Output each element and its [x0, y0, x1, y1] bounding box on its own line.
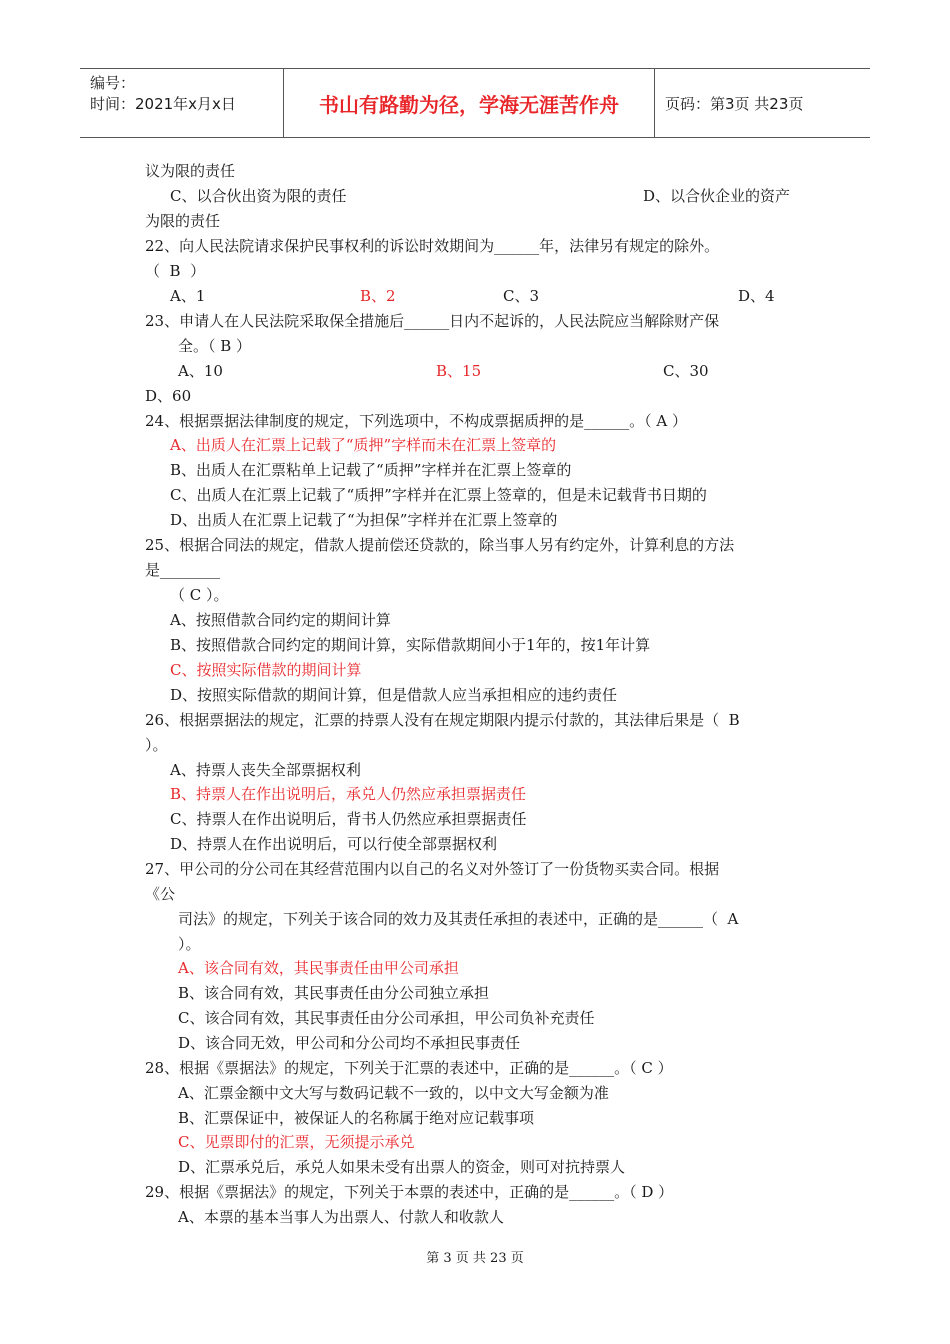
option-c-correct: C、见票即付的汇票，无须提示承兑	[178, 1133, 415, 1151]
question-25: 25、根据合同法的规定，借款人提前偿还贷款的，除当事人另有约定外，计算利息的方法	[145, 536, 735, 554]
option-b-correct: B、15	[436, 362, 482, 380]
option-c: C、3	[503, 287, 540, 305]
header-page-info: 页码：第3页 共23页	[665, 94, 804, 113]
option-b: B、按照借款合同约定的期间计算，实际借款期间小于1年的，按1年计算	[170, 636, 651, 654]
option-c: C、该合同有效，其民事责任由分公司承担，甲公司负补充责任	[178, 1009, 595, 1027]
option-a-correct: A、该合同有效，其民事责任由甲公司承担	[178, 959, 459, 977]
page-header	[80, 68, 870, 138]
option-d: D、4	[738, 287, 775, 305]
option-d: D、出质人在汇票上记载了“为担保”字样并在汇票上签章的	[170, 511, 558, 529]
text-line: 为限的责任	[145, 212, 221, 230]
question-25-cont: 是________	[145, 561, 221, 579]
option-a-correct: A、出质人在汇票上记载了“质押”字样而未在汇票上签章的	[170, 436, 557, 454]
document-date: 时间：2021年x月x日	[90, 95, 236, 113]
question-27-cont: ）。	[178, 935, 201, 953]
option-d: D、60	[145, 387, 192, 405]
option-a: A、持票人丧失全部票据权利	[170, 761, 361, 779]
option-c: C、以合伙出资为限的责任	[170, 187, 347, 205]
question-23-cont: 全。（ B ）	[178, 337, 252, 355]
question-26: 26、根据票据法的规定，汇票的持票人没有在规定期限内提示付款的，其法律后果是（ B	[145, 711, 740, 729]
question-26-cont: ）。	[145, 736, 168, 754]
question-22: 22、向人民法院请求保护民事权利的诉讼时效期间为______年，法律另有规定的除外。	[145, 237, 720, 255]
question-28: 28、根据《票据法》的规定，下列关于汇票的表述中，正确的是______。（ C ）	[145, 1059, 673, 1077]
page-footer: 第 3 页 共 23 页	[426, 1251, 524, 1266]
option-a: A、按照借款合同约定的期间计算	[170, 611, 391, 629]
document-number-label: 编号：	[90, 74, 136, 92]
option-b: B、该合同有效，其民事责任由分公司独立承担	[178, 984, 490, 1002]
answer-22: （ B ）	[145, 262, 206, 280]
option-b-correct: B、2	[360, 287, 396, 305]
option-c: C、持票人在作出说明后，背书人仍然应承担票据责任	[170, 810, 527, 828]
option-b: B、出质人在汇票粘单上记载了“质押”字样并在汇票上签章的	[170, 461, 572, 479]
option-a: A、汇票金额中文大写与数码记载不一致的，以中文大写金额为准	[178, 1084, 609, 1102]
option-c-correct: C、按照实际借款的期间计算	[170, 661, 362, 679]
option-b: B、汇票保证中，被保证人的名称属于绝对应记载事项	[178, 1109, 535, 1127]
option-d: D、汇票承兑后，承兑人如果未受有出票人的资金，则可对抗持票人	[178, 1158, 626, 1176]
option-c: C、30	[663, 362, 709, 380]
option-d: D、持票人在作出说明后，可以行使全部票据权利	[170, 835, 498, 853]
question-27: 27、甲公司的分公司在其经营范围内以自己的名义对外签订了一份货物买卖合同。根据	[145, 860, 720, 878]
answer-25: （ C ）。	[170, 586, 229, 604]
option-a: A、10	[178, 362, 223, 380]
text-line: 议为限的责任	[145, 162, 236, 180]
option-d: D、以合伙企业的资产	[643, 187, 791, 205]
question-27-cont: 《公	[145, 885, 176, 903]
question-27-cont: 司法》的规定，下列关于该合同的效力及其责任承担的表述中，正确的是______（ A	[178, 910, 739, 928]
option-a: A、本票的基本当事人为出票人、付款人和收款人	[178, 1208, 504, 1226]
question-29: 29、根据《票据法》的规定，下列关于本票的表述中，正确的是______。（ D ）	[145, 1183, 674, 1201]
option-d: D、该合同无效，甲公司和分公司均不承担民事责任	[178, 1034, 521, 1052]
option-a: A、1	[170, 287, 206, 305]
option-b-correct: B、持票人在作出说明后，承兑人仍然应承担票据责任	[170, 785, 527, 803]
question-24: 24、根据票据法律制度的规定，下列选项中，不构成票据质押的是______。（ A ）	[145, 412, 687, 430]
header-info-cell	[80, 69, 284, 137]
option-c: C、出质人在汇票上记载了“质押”字样并在汇票上签章的，但是未记载背书日期的	[170, 486, 707, 504]
option-d: D、按照实际借款的期间计算，但是借款人应当承担相应的违约责任	[170, 686, 618, 704]
header-motto: 书山有路勤为径，学海无涯苦作舟	[284, 69, 655, 137]
question-23: 23、申请人在人民法院采取保全措施后______日内不起诉的，人民法院应当解除财产保	[145, 312, 720, 330]
